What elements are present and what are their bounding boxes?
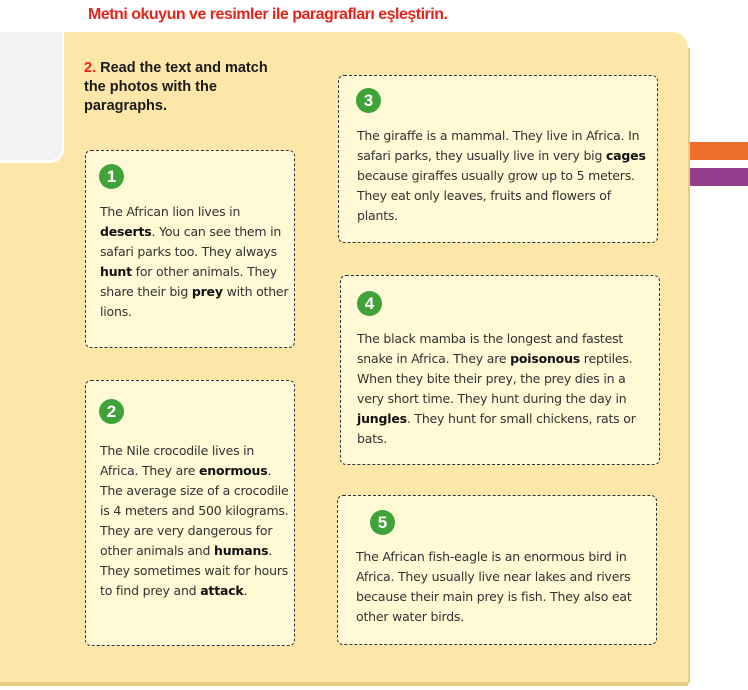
paragraph-text: The African fish-eagle is an enormous bird in Africa. They usually live near lakes and rivers because their main prey is fish. They also eat other water birds. (356, 549, 632, 624)
keyword: enormous (199, 463, 268, 478)
keyword: prey (191, 284, 223, 299)
paragraph-card-2 (85, 380, 295, 646)
paragraph-text: The African lion lives in deserts. You can see them in safari parks too. They always hunt for other animals. They share their big prey with other lions. (100, 204, 289, 319)
keyword: poisonous (510, 351, 581, 366)
paragraph-text: The black mamba is the longest and fastest snake in Africa. They are poisonous reptiles. When they bite their prey, the prey dies in a very short time. They hunt during the day in jungles. They hunt for small chickens, rats or bats. (357, 331, 636, 446)
paragraph-number-badge: 2 (99, 399, 124, 424)
keyword: humans (214, 543, 269, 558)
keyword: hunt (100, 264, 132, 279)
keyword: attack (200, 583, 244, 598)
keyword: cages (605, 148, 646, 163)
exercise-instruction-text: Read the text and match the photos with the paragraphs. (84, 60, 268, 114)
paragraph-text: The Nile crocodile lives in Africa. They are enormous. The average size of a crocodile is 4 meters and 500 kilograms. They are very dangerous for other animals and humans. They sometimes wait for hours to find prey and attack. (100, 443, 289, 598)
paragraph-card-4 (340, 275, 660, 465)
keyword: deserts (100, 224, 152, 239)
paragraph-card-5 (337, 495, 657, 645)
paragraph-text: The giraffe is a mammal. They live in Africa. In safari parks, they usually live in very big cages because giraffes usually grow up to 5 meters. They eat only leaves, fruits and flowers of plants. (357, 128, 646, 223)
paragraph-number-badge: 4 (357, 291, 382, 316)
page-heading: Metni okuyun ve resimler ile paragrafları eşleştirin. (88, 6, 448, 23)
side-tab-orange (690, 142, 748, 160)
paragraph-number-badge: 3 (356, 88, 381, 113)
paragraph-number-badge: 5 (370, 510, 395, 535)
panel-notch-inner (0, 32, 62, 160)
exercise-number: 2. (84, 60, 97, 76)
side-tab-purple (690, 168, 748, 186)
exercise-instruction (84, 59, 284, 116)
keyword: jungles (357, 411, 407, 426)
paragraph-card-1 (85, 150, 295, 348)
paragraph-number-badge: 1 (99, 164, 124, 189)
paragraph-card-3 (338, 75, 658, 243)
